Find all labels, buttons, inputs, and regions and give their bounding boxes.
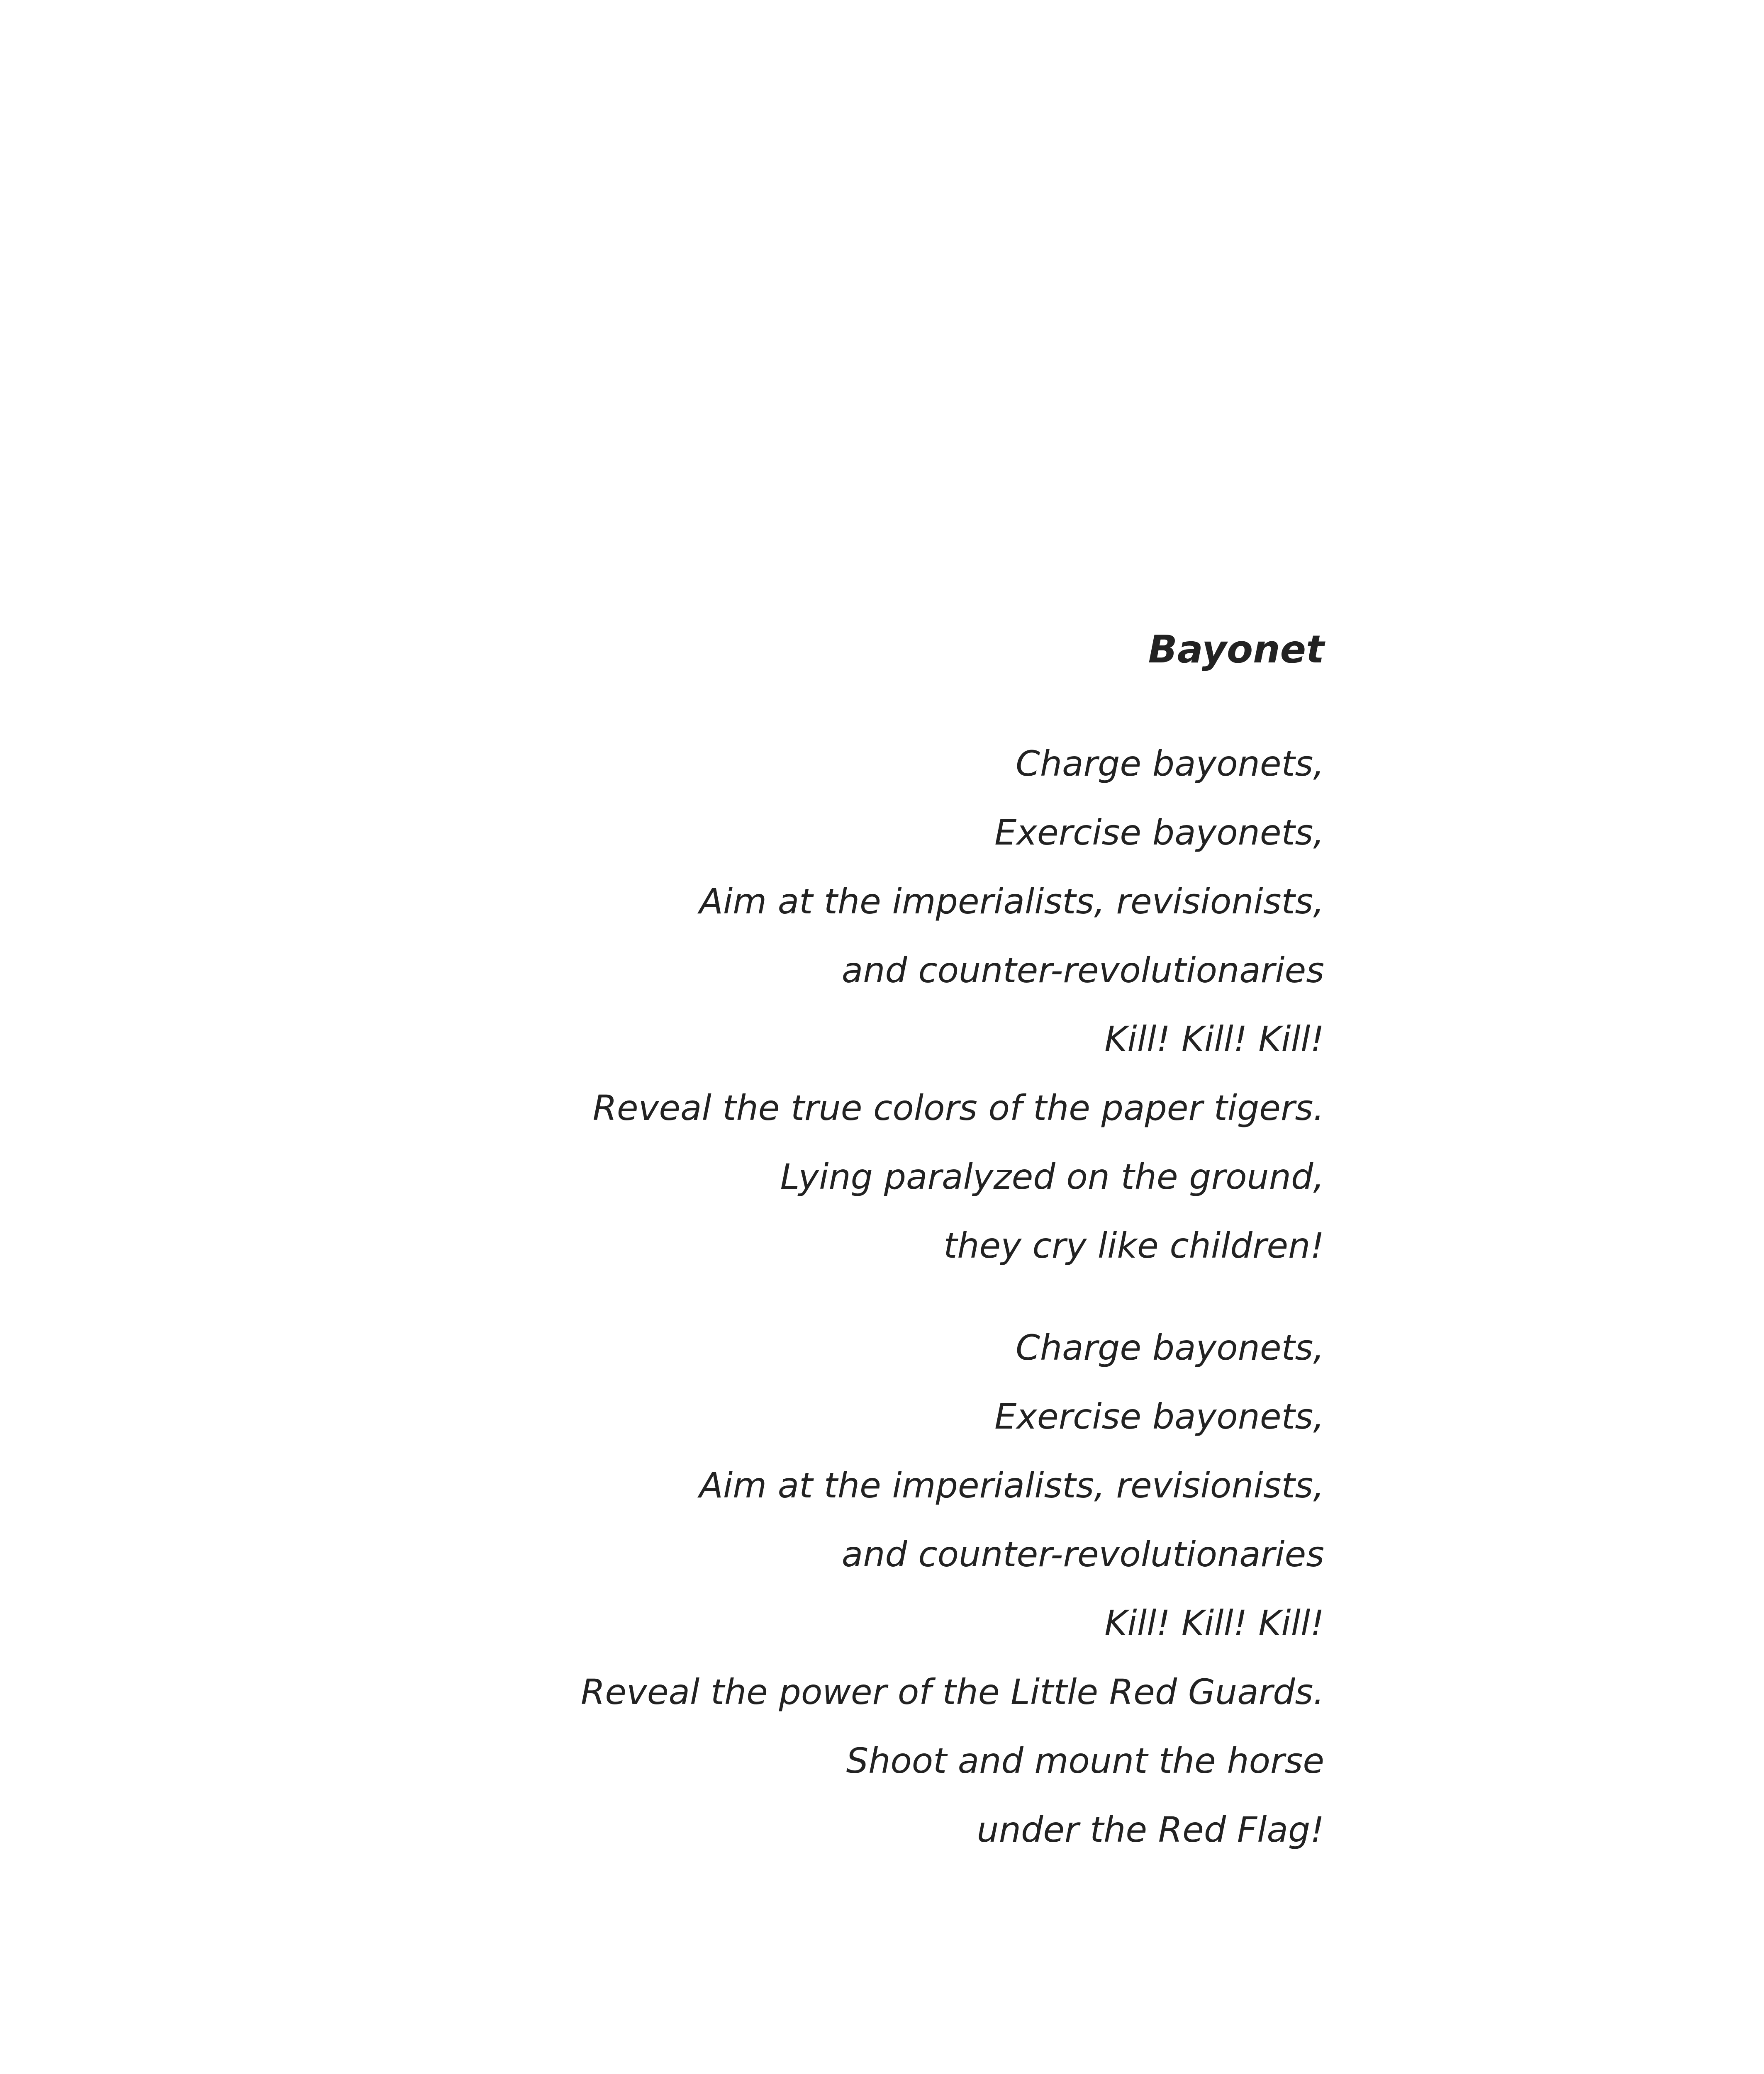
poem-line: Charge bayonets, xyxy=(1016,1327,1324,1368)
stanza-2 xyxy=(329,1313,1324,1864)
poem-line: Reveal the power of the Little Red Guards. xyxy=(581,1672,1324,1712)
poem-line: Kill! Kill! Kill! xyxy=(1104,1019,1324,1059)
poem-line: Aim at the imperialists, revisionists, xyxy=(699,1465,1324,1506)
poem-line: Kill! Kill! Kill! xyxy=(1104,1603,1324,1643)
poem-line: Aim at the imperialists, revisionists, xyxy=(699,881,1324,922)
poem-line: Lying paralyzed on the ground, xyxy=(780,1156,1324,1197)
poem-line: Charge bayonets, xyxy=(1016,743,1324,784)
poem-line: Exercise bayonets, xyxy=(994,1396,1324,1437)
poem-line: Exercise bayonets, xyxy=(994,812,1324,853)
stanza-1 xyxy=(329,729,1324,1280)
poem-line: and counter-revolutionaries xyxy=(841,1534,1324,1575)
poem-line: Reveal the true colors of the paper tigers. xyxy=(592,1088,1324,1128)
poem-line: Shoot and mount the horse xyxy=(846,1741,1324,1781)
poem-title: Bayonet xyxy=(1148,627,1324,672)
poem-line: they cry like children! xyxy=(943,1225,1324,1266)
poem-line: under the Red Flag! xyxy=(977,1809,1324,1850)
poem-line: and counter-revolutionaries xyxy=(841,950,1324,991)
poem xyxy=(329,627,1324,1864)
